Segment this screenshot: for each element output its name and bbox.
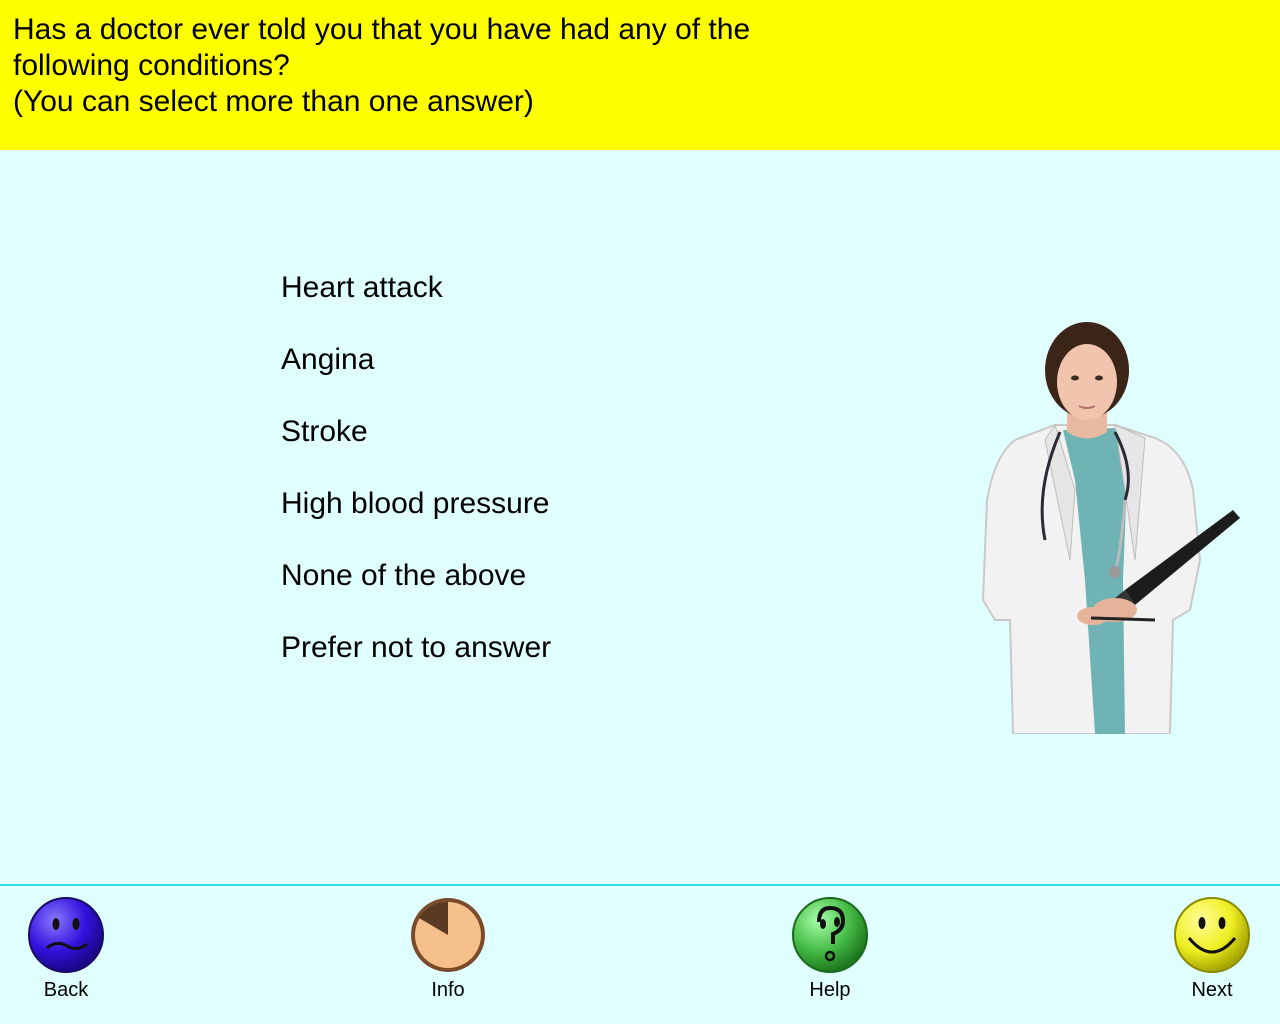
question-line-1: Has a doctor ever told you that you have had any of the: [13, 13, 751, 46]
answer-angina[interactable]: Angina: [281, 343, 375, 376]
sad-face-icon: [27, 896, 105, 974]
footer-divider: [0, 884, 1280, 886]
answer-stroke[interactable]: Stroke: [281, 415, 368, 448]
question-line-2: following conditions?: [13, 49, 290, 82]
question-text: [13, 12, 833, 120]
back-label: Back: [43, 979, 89, 1001]
help-label: Help: [809, 979, 851, 1001]
answer-list: [281, 264, 761, 696]
next-label: Next: [1191, 979, 1233, 1001]
doctor-image: [975, 320, 1245, 734]
smiley-face-icon: [1173, 896, 1251, 974]
back-button[interactable]: [16, 896, 116, 1008]
next-button[interactable]: [1162, 896, 1262, 1008]
pie-clock-icon: [409, 896, 487, 974]
answer-heart-attack[interactable]: Heart attack: [281, 271, 443, 304]
answer-none-of-the-above[interactable]: None of the above: [281, 559, 527, 592]
help-button[interactable]: [780, 896, 880, 1008]
info-label: Info: [431, 979, 465, 1001]
question-face-icon: [791, 896, 869, 974]
question-banner: [0, 0, 1280, 150]
answer-high-blood-pressure[interactable]: High blood pressure: [281, 487, 550, 520]
answer-prefer-not-to-answer[interactable]: Prefer not to answer: [281, 631, 552, 664]
info-button[interactable]: [398, 896, 498, 1008]
question-line-3: (You can select more than one answer): [13, 85, 534, 118]
